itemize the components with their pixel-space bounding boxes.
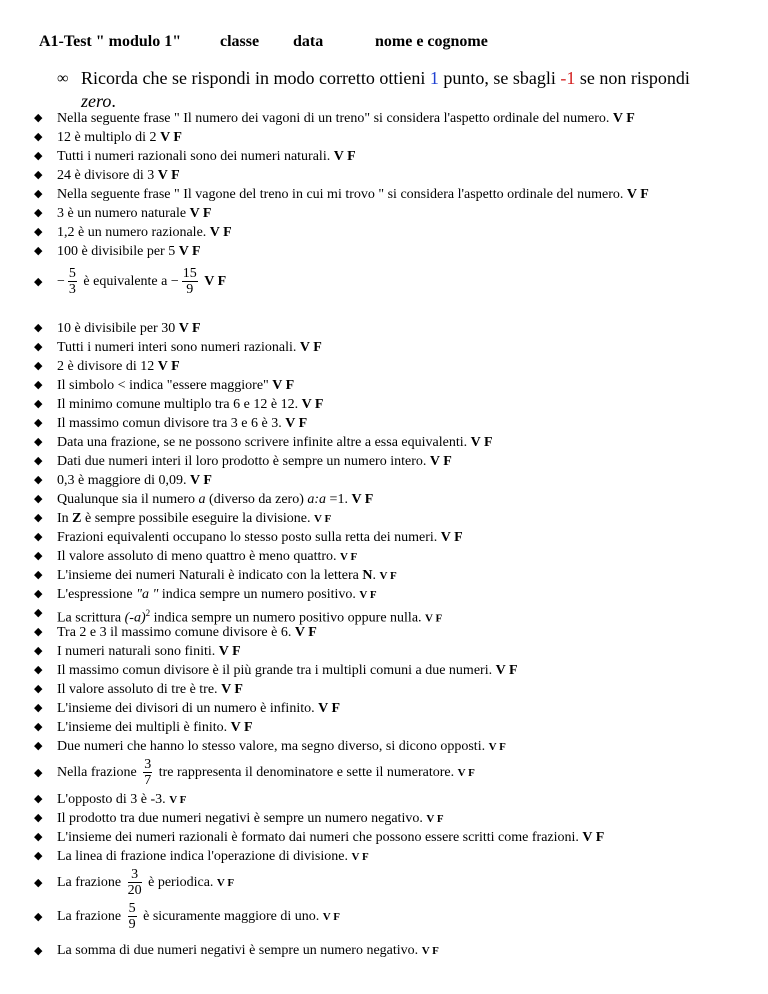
true-false-choice[interactable]: V F [379,570,397,582]
diamond-bullet-icon: ◆ [34,740,43,752]
fraction: $\frac{3}{20}$ [127,867,142,899]
question-item: ◆ La linea di frazione indica l'operazione di divisione. V F [34,849,369,864]
true-false-choice[interactable]: V F [299,340,322,355]
question-item: ◆ 24 è divisore di 3 V F [34,168,180,183]
question-item: ◆ In Z è sempre possibile eseguire la divisione. V F [34,511,332,526]
diamond-bullet-icon: ◆ [34,112,43,124]
true-false-choice[interactable]: V F [351,492,374,507]
true-false-choice[interactable]: V F [218,644,241,659]
true-false-choice[interactable]: V F [189,473,212,488]
true-false-choice[interactable]: V F [457,767,475,779]
true-false-choice[interactable]: V F [216,877,235,889]
score-wrong: -1 [560,68,576,88]
diamond-bullet-icon: ◆ [34,664,43,676]
question-item: ◆ Due numeri che hanno lo stesso valore, ma segno diverso, si dicono opposti. V F [34,739,506,754]
question-item: ◆ Tra 2 e 3 il massimo comune divisore è 6. V F [34,625,317,640]
question-item: ◆ L'insieme dei numeri Naturali è indicato con la lettera N. V F [34,568,397,583]
diamond-bullet-icon: ◆ [34,702,43,714]
question-item: ◆ La somma di due numeri negativi è sempre un numero negativo. V F [34,934,754,968]
question-item: ◆ Nella seguente frase " Il vagone del treno in cui mi trovo " si considera l'aspetto ordinale del numero. V F [34,187,649,202]
question-item: ◆ La scrittura $(-a)^2$ indica sempre un numero positivo oppure nulla. V F [34,604,754,623]
fraction: $\frac{3}{7}$ [144,757,152,789]
true-false-choice[interactable]: V F [582,830,605,845]
question-item: ◆ L'opposto di 3 è -3. V F [34,792,187,807]
question-item: ◆ Il prodotto tra due numeri negativi è sempre un numero negativo. V F [34,811,444,826]
true-false-choice[interactable]: V F [230,720,253,735]
diamond-bullet-icon: ◆ [34,550,43,562]
question-item: ◆ La frazione $\frac{3}{20}$ è periodica. V F [34,867,235,899]
diamond-bullet-icon: ◆ [34,531,43,543]
diamond-bullet-icon: ◆ [34,793,43,805]
diamond-bullet-icon: ◆ [34,569,43,581]
score-correct: 1 [429,68,439,88]
question-item: ◆ L'insieme dei divisori di un numero è infinito. V F [34,701,341,716]
true-false-choice[interactable]: V F [294,625,317,640]
question-item: ◆ 100 è divisibile per 5 V F [34,244,201,259]
diamond-bullet-icon: ◆ [34,150,43,162]
diamond-bullet-icon: ◆ [34,645,43,657]
question-item: ◆ − $\frac{5}{3}$ è equivalente a − $\frac{15}{9}$ V F [34,266,227,298]
diamond-bullet-icon: ◆ [34,207,43,219]
diamond-bullet-icon: ◆ [34,341,43,353]
true-false-choice[interactable]: V F [157,359,180,374]
question-item: ◆ Frazioni equivalenti occupano lo stesso posto sulla retta dei numeri. V F [34,530,463,545]
diamond-bullet-icon: ◆ [34,812,43,824]
infinity-icon: ∞ [57,70,69,87]
true-false-choice[interactable]: V F [495,663,518,678]
question-item: ◆ Tutti i numeri razionali sono dei numeri naturali. V F [34,149,356,164]
diamond-bullet-icon: ◆ [34,831,43,843]
question-item: ◆ Nella seguente frase " Il numero dei vagoni di un treno" si considera l'aspetto ordinale del numero. V F [34,111,635,126]
data-label: data [293,33,324,50]
true-false-choice[interactable]: V F [322,911,340,923]
question-item: ◆ I numeri naturali sono finiti. V F [34,644,241,659]
true-false-choice[interactable]: V F [425,612,443,625]
question-item: ◆ 3 è un numero naturale V F [34,206,212,221]
nome-label: nome e cognome [375,33,488,50]
true-false-choice[interactable]: V F [359,589,377,601]
diamond-bullet-icon: ◆ [34,322,43,334]
true-false-choice[interactable]: V F [209,225,232,240]
true-false-choice[interactable]: V F [285,416,308,431]
diamond-bullet-icon: ◆ [34,360,43,372]
true-false-choice[interactable]: V F [169,794,187,806]
question-item: ◆ 12 è multiplo di 2 V F [34,130,182,145]
question-item: ◆ L'espressione "a " indica sempre un numero positivo. V F [34,587,377,602]
question-fraction-equivalence [34,265,754,299]
true-false-choice[interactable]: V F [157,168,180,183]
diamond-bullet-icon: ◆ [34,721,43,733]
true-false-choice[interactable]: V F [221,682,243,697]
question-item: ◆ L'insieme dei numeri razionali è formato dai numeri che possono essere scritti come frazioni. V F [34,830,605,845]
true-false-choice[interactable]: V F [426,813,444,825]
diamond-bullet-icon: ◆ [34,436,43,448]
question-list-2 [34,319,754,968]
instructions-text: Ricorda che se rispondi in modo corretto ottieni 1 punto, se sbagli -1 se non rispondi zero. [81,68,690,111]
question-item: ◆ Dati due numeri interi il loro prodotto è sempre un numero intero. V F [34,454,452,469]
true-false-choice[interactable]: V F [333,149,356,164]
diamond-bullet-icon: ◆ [34,767,43,779]
diamond-bullet-icon: ◆ [34,398,43,410]
true-false-choice[interactable]: V F [301,397,324,412]
test-title: A1-Test " modulo 1" [39,33,182,50]
true-false-choice[interactable]: V F [440,530,463,545]
diamond-bullet-icon: ◆ [34,588,43,600]
diamond-bullet-icon: ◆ [34,683,43,695]
true-false-choice[interactable]: V F [178,244,201,259]
question-item: ◆ Il massimo comun divisore tra 3 e 6 è 3. V F [34,416,308,431]
true-false-choice[interactable]: V F [429,454,452,469]
question-item: ◆ Tutti i numeri interi sono numeri razionali. V F [34,340,322,355]
true-false-choice[interactable]: V F [204,274,227,289]
true-false-choice[interactable]: V F [178,321,201,336]
diamond-bullet-icon: ◆ [34,188,43,200]
true-false-choice[interactable]: V F [318,701,341,716]
true-false-choice[interactable]: V F [340,551,358,563]
question-item: ◆ Nella frazione $\frac{3}{7}$ tre rappresenta il denominatore e sette il numeratore. V F [34,757,475,789]
true-false-choice[interactable]: V F [626,187,649,202]
classe-label: classe [220,33,260,50]
question-item: ◆ 1,2 è un numero razionale. V F [34,225,232,240]
diamond-bullet-icon: ◆ [34,512,43,524]
diamond-bullet-icon: ◆ [34,911,43,923]
question-item: ◆ Il massimo comun divisore è il più grande tra i multipli comuni a due numeri. V F [34,663,518,678]
question-item: ◆ Il simbolo < indica "essere maggiore" V F [34,378,295,393]
question-item: ◆ Il minimo comune multiplo tra 6 e 12 è 12. V F [34,397,324,412]
true-false-choice[interactable]: V F [612,111,635,126]
question-item: ◆ Qualunque sia il numero a (diverso da zero) a:a =1. V F [34,492,374,507]
fraction: $\frac{5}{3}$ [68,266,76,298]
diamond-bullet-icon: ◆ [34,245,43,257]
true-false-choice[interactable]: V F [351,851,369,863]
diamond-bullet-icon: ◆ [34,455,43,467]
instructions [57,67,737,113]
question-item: ◆ 10 è divisibile per 30 V F [34,321,201,336]
diamond-bullet-icon: ◆ [34,877,43,889]
true-false-choice[interactable]: V F [488,741,506,753]
question-item: ◆ Il valore assoluto di tre è tre. V F [34,682,243,697]
true-false-choice[interactable]: V F [272,378,295,393]
diamond-bullet-icon: ◆ [34,474,43,486]
diamond-bullet-icon: ◆ [34,169,43,181]
question-item: ◆ Data una frazione, se ne possono scrivere infinite altre a essa equivalenti. V F [34,435,493,450]
question-item: ◆ Il valore assoluto di meno quattro è meno quattro. V F [34,549,358,564]
diamond-bullet-icon: ◆ [34,607,43,619]
question-item: ◆ 2 è divisore di 12 V F [34,359,180,374]
diamond-bullet-icon: ◆ [34,379,43,391]
diamond-bullet-icon: ◆ [34,626,43,638]
true-false-choice[interactable]: V F [160,130,182,145]
diamond-bullet-icon: ◆ [34,131,43,143]
diamond-bullet-icon: ◆ [34,850,43,862]
true-false-choice[interactable]: V F [314,513,332,525]
true-false-choice[interactable]: V F [470,435,493,450]
question-item: ◆ La frazione $\frac{5}{9}$ è sicuramente maggiore di uno. V F [34,901,340,933]
diamond-bullet-icon: ◆ [34,226,43,238]
diamond-bullet-icon: ◆ [34,276,43,288]
diamond-bullet-icon: ◆ [34,417,43,429]
question-item: ◆ 0,3 è maggiore di 0,09. V F [34,473,212,488]
true-false-choice[interactable]: V F [421,945,439,957]
diamond-bullet-icon: ◆ [34,945,43,957]
true-false-choice[interactable]: V F [189,206,212,221]
diamond-bullet-icon: ◆ [34,493,43,505]
question-item: ◆ L'insieme dei multipli è finito. V F [34,720,253,735]
fraction: $\frac{5}{9}$ [128,901,136,933]
fraction: $\frac{15}{9}$ [182,266,197,298]
question-list-1 [34,109,754,261]
